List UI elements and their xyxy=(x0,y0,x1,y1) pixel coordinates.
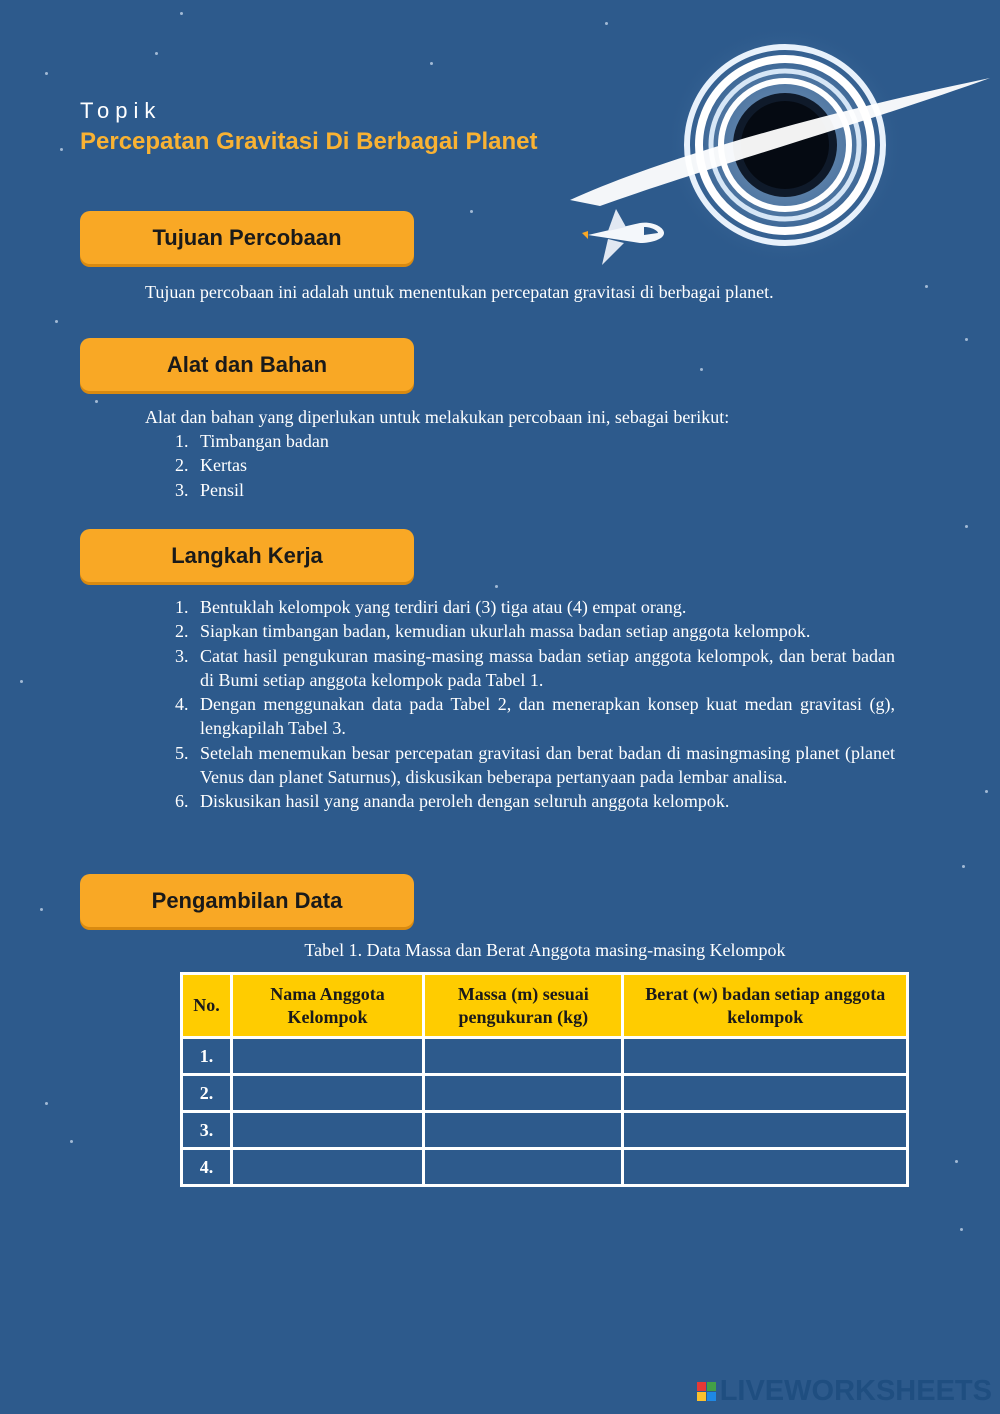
row-number: 3. xyxy=(182,1112,232,1149)
berat-cell[interactable] xyxy=(623,1038,908,1075)
nama-cell[interactable] xyxy=(231,1075,423,1112)
massa-cell[interactable] xyxy=(424,1075,623,1112)
massa-cell[interactable] xyxy=(424,1149,623,1186)
data-table xyxy=(180,972,909,1187)
list-item: 4. Dengan menggunakan data pada Tabel 2, dan menerapkan konsep kuat medan gravitasi (g), lengkapilah Tabel 3. xyxy=(175,694,895,739)
header-massa: Massa (m) sesuai pengukuran (kg) xyxy=(424,974,623,1038)
list-item: 2. Kertas xyxy=(175,455,247,476)
topic-label: Topik xyxy=(80,98,162,123)
liveworksheets-logo-icon xyxy=(697,1382,716,1401)
table-header-row xyxy=(182,974,908,1038)
list-item: 1. Timbangan badan xyxy=(175,431,329,451)
row-number: 4. xyxy=(182,1149,232,1186)
section-header-tujuan: Tujuan Percobaan xyxy=(80,211,414,264)
section-header-alat: Alat dan Bahan xyxy=(80,338,414,391)
list-item: 5. Setelah menemukan besar percepatan gravitasi dan berat badan di masingmasing planet (planet Venus dan planet Saturnus), diskusikan beberapa pertanyaan pada lembar analisa. xyxy=(175,742,895,788)
berat-cell[interactable] xyxy=(623,1149,908,1186)
table-row xyxy=(182,1112,908,1149)
section-header-pengambilan: Pengambilan Data xyxy=(80,874,414,927)
list-item: 2. Siapkan timbangan badan, kemudian ukurlah massa badan setiap anggota kelompok. xyxy=(175,621,811,642)
row-number: 1. xyxy=(182,1038,232,1075)
massa-cell[interactable] xyxy=(424,1112,623,1149)
tujuan-text: Tujuan percobaan ini adalah untuk menentukan percepatan gravitasi di berbagai planet. xyxy=(145,282,774,302)
alat-intro: Alat dan bahan yang diperlukan untuk melakukan percobaan ini, sebagai berikut: xyxy=(145,407,730,427)
nama-cell[interactable] xyxy=(231,1038,423,1075)
header-berat: Berat (w) badan setiap anggota kelompok xyxy=(623,974,908,1038)
table-caption: Tabel 1. Data Massa dan Berat Anggota masing-masing Kelompok xyxy=(304,940,786,960)
berat-cell[interactable] xyxy=(623,1075,908,1112)
table-row xyxy=(182,1075,908,1112)
spaceship-icon xyxy=(580,205,670,270)
table-row xyxy=(182,1038,908,1075)
page-title: Percepatan Gravitasi Di Berbagai Planet xyxy=(80,128,538,155)
section-header-langkah: Langkah Kerja xyxy=(80,529,414,582)
alat-list xyxy=(175,429,575,502)
berat-cell[interactable] xyxy=(623,1112,908,1149)
langkah-list xyxy=(175,595,895,814)
list-item: 1. Bentuklah kelompok yang terdiri dari (3) tiga atau (4) empat orang. xyxy=(175,597,687,617)
list-item: 6. Diskusikan hasil yang ananda peroleh dengan seluruh anggota kelompok. xyxy=(175,791,730,812)
table-row xyxy=(182,1149,908,1186)
nama-cell[interactable] xyxy=(231,1149,423,1186)
list-item: 3. Catat hasil pengukuran masing-masing massa badan setiap anggota kelompok, dan berat badan di Bumi setiap anggota kelompok pada Tabel 1. xyxy=(175,645,895,690)
massa-cell[interactable] xyxy=(424,1038,623,1075)
header-no: No. xyxy=(182,974,232,1038)
nama-cell[interactable] xyxy=(231,1112,423,1149)
header-nama: Nama Anggota Kelompok xyxy=(231,974,423,1038)
liveworksheets-logo[interactable] xyxy=(697,1375,992,1408)
logo-text: LIVEWORKSHEETS xyxy=(719,1375,992,1407)
list-item: 3. Pensil xyxy=(175,479,245,500)
row-number: 2. xyxy=(182,1075,232,1112)
